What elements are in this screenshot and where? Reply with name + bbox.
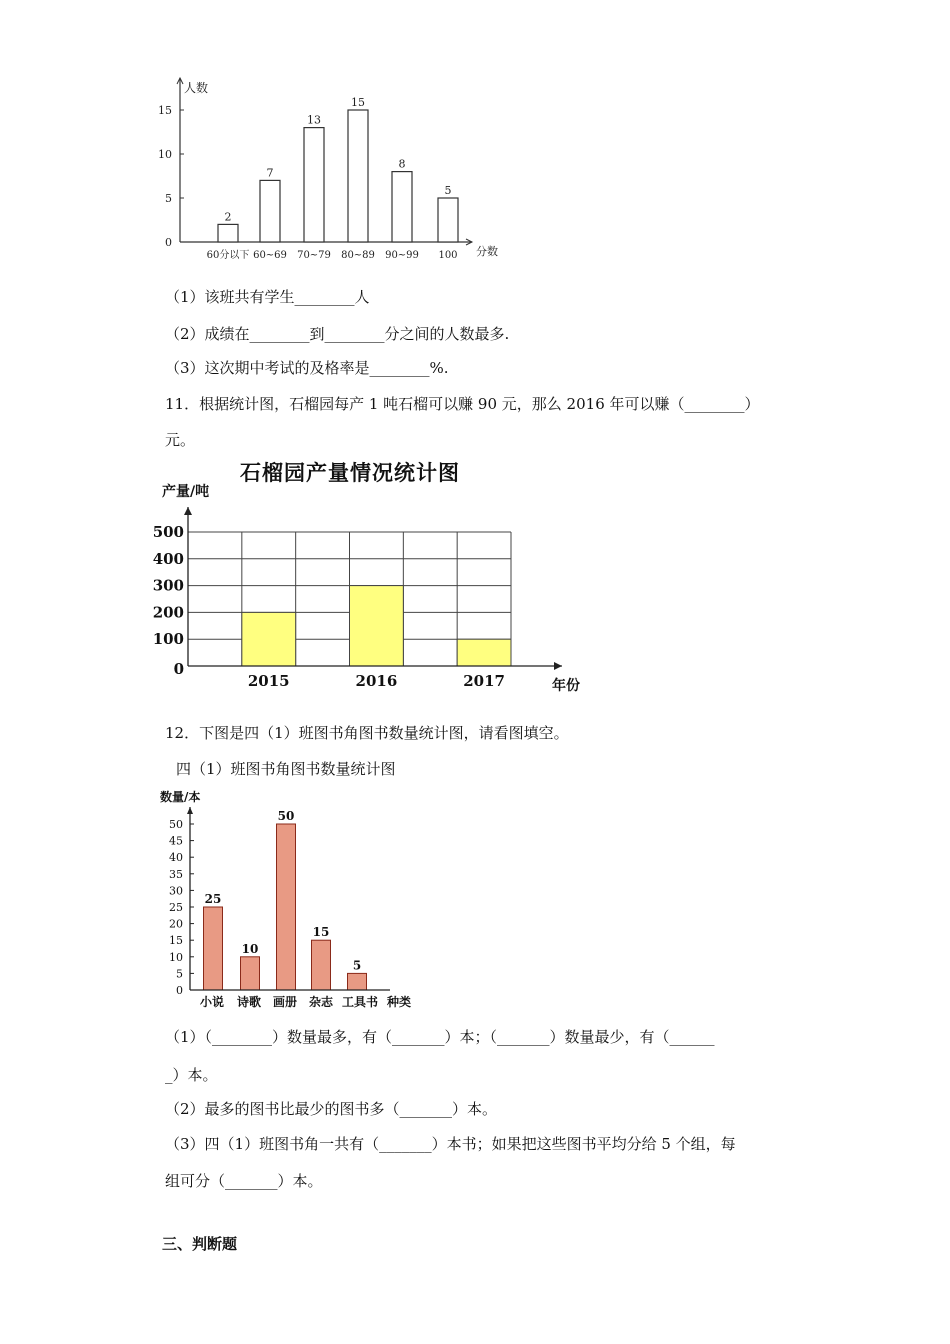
bar	[312, 940, 331, 990]
question-12-part-1: （1）（________）数量最多，有（_______）本；（_______）数量最少，有（______	[165, 1028, 715, 1046]
book-count-chart	[150, 785, 430, 1015]
y-tick-label: 15	[158, 104, 172, 117]
y-axis-label: 产量/吨	[162, 484, 210, 500]
bar	[348, 110, 368, 242]
y-axis-arrow	[184, 507, 192, 515]
bar-value-label: 10	[241, 941, 259, 956]
x-tick-label: 80~89	[341, 250, 375, 261]
x-tick-label: 70~79	[297, 250, 331, 261]
chart-3-title: 四（1）班图书角图书数量统计图	[176, 760, 396, 778]
x-axis-label: 种类	[387, 995, 412, 1009]
x-axis-label: 年份	[552, 678, 580, 694]
x-tick-label: 2015	[247, 672, 290, 690]
bar	[218, 224, 238, 242]
bar	[241, 957, 260, 990]
x-axis-arrow	[554, 662, 562, 670]
x-tick-label: 画册	[272, 995, 298, 1009]
bar	[457, 639, 511, 666]
y-tick-label: 35	[169, 867, 183, 881]
question-12-intro: 12．下图是四（1）班图书角图书数量统计图，请看图填空。	[165, 724, 569, 742]
y-tick-label: 0	[173, 660, 184, 678]
y-tick-label: 20	[169, 917, 183, 931]
y-tick-label: 50	[169, 818, 183, 831]
y-tick-label: 25	[169, 901, 183, 914]
bar	[438, 198, 458, 242]
bar-value-label: 13	[307, 113, 321, 127]
x-tick-label: 小说	[199, 995, 225, 1009]
question-11-text: 11．根据统计图，石榴园每产 1 吨石榴可以赚 90 元，那么 2016 年可以赚（________）	[165, 395, 760, 413]
x-tick-label: 2016	[355, 672, 398, 690]
x-tick-label: 60分以下	[206, 250, 250, 261]
bar-value-label: 5	[444, 184, 452, 197]
bar	[304, 128, 324, 242]
bar	[348, 973, 367, 990]
y-tick-label: 500	[152, 523, 184, 541]
question-11-text-cont: 元。	[165, 431, 196, 449]
y-axis-arrow	[187, 807, 193, 814]
question-12-part-3-cont: 组可分（_______）本。	[165, 1172, 323, 1190]
x-tick-label: 60~69	[253, 250, 287, 261]
x-tick-label: 100	[438, 250, 458, 261]
output-bar-chart	[150, 475, 600, 700]
bar	[260, 180, 280, 242]
y-tick-label: 45	[169, 834, 183, 848]
question-10-part-1: （1）该班共有学生________人	[165, 288, 370, 306]
x-tick-label: 杂志	[308, 995, 334, 1009]
score-histogram	[150, 70, 520, 270]
y-tick-label: 200	[152, 603, 184, 622]
question-10-part-3: （3）这次期中考试的及格率是________%.	[165, 359, 449, 377]
y-tick-label: 30	[169, 884, 183, 898]
y-tick-label: 5	[165, 192, 172, 205]
y-tick-label: 5	[176, 967, 183, 981]
question-12-part-1-cont: _）本。	[165, 1066, 218, 1084]
bar-value-label: 50	[277, 809, 295, 823]
y-tick-label: 100	[152, 630, 184, 649]
bar	[350, 586, 404, 666]
y-tick-label: 10	[158, 148, 172, 161]
bar-value-label: 2	[224, 210, 232, 224]
bar-value-label: 8	[398, 157, 406, 171]
y-tick-label: 400	[152, 549, 184, 568]
bar-value-label: 7	[266, 166, 274, 180]
y-axis-label: 人数	[184, 81, 209, 95]
x-tick-label: 90~99	[385, 250, 419, 261]
bar	[392, 172, 412, 242]
question-12-part-3: （3）四（1）班图书角一共有（_______）本书；如果把这些图书平均分给 5 个组，每	[165, 1135, 736, 1153]
bar-value-label: 5	[352, 958, 362, 973]
y-tick-label: 10	[169, 950, 183, 964]
bar	[204, 907, 223, 990]
y-axis-label: 数量/本	[160, 790, 201, 804]
bar-value-label: 25	[204, 892, 222, 906]
x-tick-label: 诗歌	[236, 995, 262, 1009]
question-10-part-2: （2）成绩在________到________分之间的人数最多.	[165, 325, 510, 343]
bar-value-label: 15	[312, 925, 330, 940]
y-tick-label: 40	[169, 851, 183, 865]
x-tick-label: 工具书	[341, 995, 379, 1009]
chart-2-title: 石榴园产量情况统计图	[240, 461, 460, 485]
y-tick-label: 0	[176, 984, 183, 997]
y-tick-label: 15	[169, 934, 183, 948]
bar-value-label: 15	[351, 96, 365, 109]
y-tick-label: 0	[165, 236, 172, 249]
x-tick-label: 2017	[463, 672, 505, 690]
bar	[277, 824, 296, 990]
section-heading: 三、判断题	[162, 1235, 238, 1253]
x-axis-label: 分数	[476, 245, 498, 258]
bar	[242, 612, 296, 666]
y-tick-label: 300	[152, 576, 184, 595]
question-12-part-2: （2）最多的图书比最少的图书多（_______）本。	[165, 1100, 498, 1118]
